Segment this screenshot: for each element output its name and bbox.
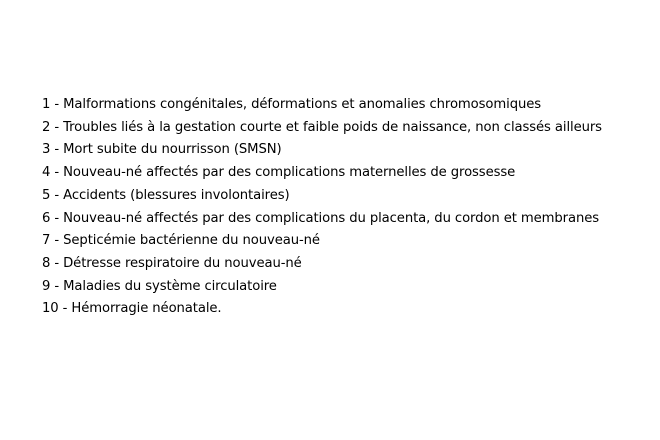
list-item: 9 - Maladies du système circulatoire bbox=[42, 278, 277, 294]
list-item: 1 - Malformations congénitales, déformations et anomalies chromosomiques bbox=[42, 97, 542, 112]
cause-list bbox=[42, 94, 602, 321]
list-item: 2 - Troubles liés à la gestation courte et faible poids de naissance, non classés ailleurs bbox=[42, 119, 602, 135]
list-item: 7 - Septicémie bactérienne du nouveau-né bbox=[42, 233, 320, 249]
list-item: 10 - Hémorragie néonatale. bbox=[42, 301, 222, 317]
list-item: 6 - Nouveau-né affectés par des complications du placenta, du cordon et membranes bbox=[42, 210, 600, 226]
list-item: 3 - Mort subite du nourrisson (SMSN) bbox=[42, 142, 282, 158]
list-item: 8 - Détresse respiratoire du nouveau-né bbox=[42, 255, 302, 271]
list-item: 4 - Nouveau-né affectés par des complications maternelles de grossesse bbox=[42, 165, 516, 181]
list-item: 5 - Accidents (blessures involontaires) bbox=[42, 187, 290, 203]
